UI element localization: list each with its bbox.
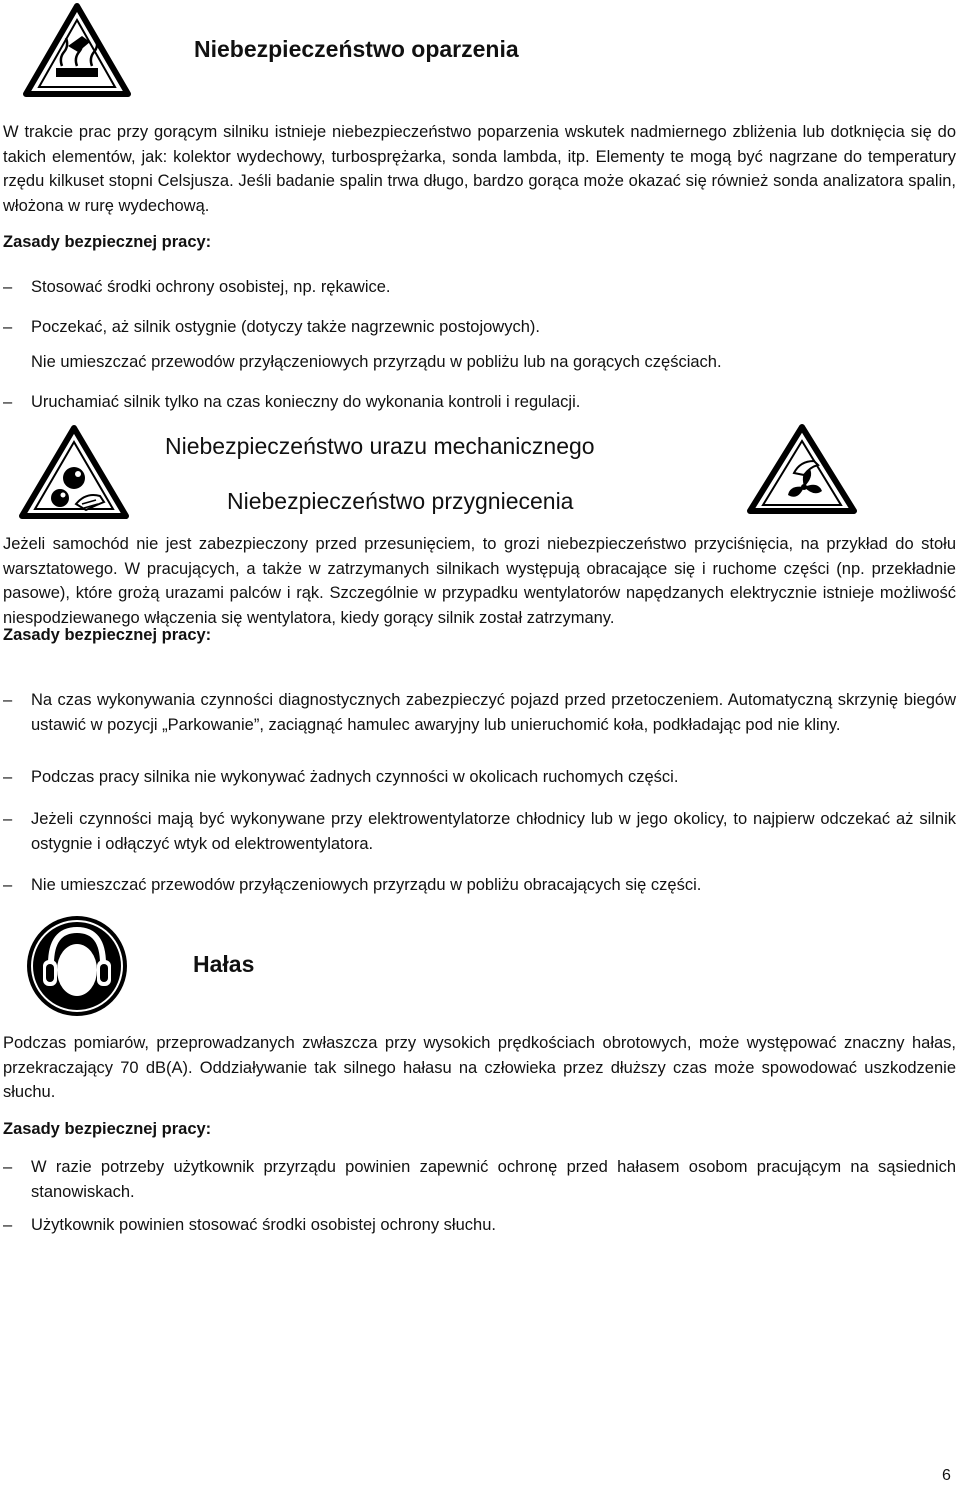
list-item: – Nie umieszczać przewodów przyłączeniowych przyrządu w pobliżu obracających się części. [3, 873, 956, 898]
burn-rules-heading: Zasady bezpiecznej pracy: [3, 233, 212, 251]
list-item: Nie umieszczać przewodów przyłączeniowych przyrządu w pobliżu lub na gorących częściach. [31, 353, 722, 371]
noise-rules-heading: Zasady bezpiecznej pracy: [3, 1120, 212, 1138]
hot-surface-warning-icon [22, 2, 132, 98]
bullet-dash: – [3, 278, 13, 296]
list-item: – Stosować środki ochrony osobistej, np. rękawice. [3, 275, 956, 300]
bullet-dash: – [3, 393, 13, 411]
bullet-dash: – [3, 1216, 13, 1234]
fan-hazard-warning-icon [746, 423, 858, 515]
list-item: – Użytkownik powinien stosować środki osobistej ochrony słuchu. [3, 1213, 956, 1238]
list-item: – Poczekać, aż silnik ostygnie (dotyczy także nagrzewnic postojowych). [3, 315, 956, 340]
page-number: 6 [942, 1467, 951, 1484]
mechanical-rules-heading: Zasady bezpiecznej pracy: [3, 626, 212, 644]
bullet-dash: – [3, 691, 13, 709]
burn-hazard-paragraph: W trakcie prac przy gorącym silniku istnieje niebezpieczeństwo poparzenia wskutek nadmiernego zbliżenia lub dotknięcia się do takich elementów, jak: kolektor wydechowy, turbosprężarka, sonda lambda, itp. Elementy te mogą być nagrzane do temperatury rzędu kilkuset stopni Celsjusza. Jeśli badanie spalin trwa długo, bardzo gorąca może okazać się również sonda analizatora spalin, włożona w rurę wydechową. [3, 123, 956, 215]
noise-hazard-title: Hałas [193, 951, 255, 977]
list-item: – W razie potrzeby użytkownik przyrządu powinien zapewnić ochronę przed hałasem osobom pracującym na sąsiednich stanowiskach. [3, 1155, 956, 1205]
list-item: – Podczas pracy silnika nie wykonywać żadnych czynności w okolicach ruchomych części. [3, 765, 956, 790]
list-item: – Uruchamiać silnik tylko na czas konieczny do wykonania kontroli i regulacji. [3, 390, 956, 415]
hearing-protection-icon [25, 914, 129, 1018]
noise-hazard-paragraph: Podczas pomiarów, przeprowadzanych zwłaszcza przy wysokich prędkościach obrotowych, może występować znaczny hałas, przekraczający 70 dB(A). Oddziaływanie tak silnego hałasu na człowieka przez dłuższy czas może spowodować uszkodzenie słuchu. [3, 1034, 956, 1101]
crush-hazard-warning-icon [18, 424, 130, 520]
list-item: – Jeżeli czynności mają być wykonywane przy elektrowentylatorze chłodnicy lub w jego okolicy, to najpierw odczekać aż silnik ostygnie i odłączyć wtyk od elektrowentylatora. [3, 807, 956, 857]
bullet-dash: – [3, 318, 13, 336]
bullet-dash: – [3, 876, 13, 894]
bullet-dash: – [3, 1158, 13, 1176]
bullet-dash: – [3, 810, 13, 828]
mechanical-hazard-title: Niebezpieczeństwo urazu mechanicznego [165, 433, 595, 459]
bullet-dash: – [3, 768, 13, 786]
crush-hazard-subtitle: Niebezpieczeństwo przygniecenia [227, 488, 574, 514]
burn-hazard-title: Niebezpieczeństwo oparzenia [194, 36, 519, 62]
mechanical-hazard-paragraph: Jeżeli samochód nie jest zabezpieczony przed przesunięciem, to grozi niebezpieczeństwo przyciśnięcia, na przykład do stołu warsztatowego. W pracujących, a także w zatrzymanych silnikach występują obracające się i ruchome części (np. przekładnie pasowe), które grożą urazami palców i rąk. Szczególnie w przypadku wentylatorów napędzanych elektrycznie istnieje możliwość niespodziewanego włączenia się wentylatora, kiedy gorący silnik został zatrzymany. [3, 535, 956, 627]
list-item: – Na czas wykonywania czynności diagnostycznych zabezpieczyć pojazd przed przetoczeniem. Automatyczną skrzynię biegów ustawić w pozycji „Parkowanie”, zaciągnąć hamulec awaryjny lub unieruchomić koła, podkładając pod nie kliny. [3, 688, 956, 762]
